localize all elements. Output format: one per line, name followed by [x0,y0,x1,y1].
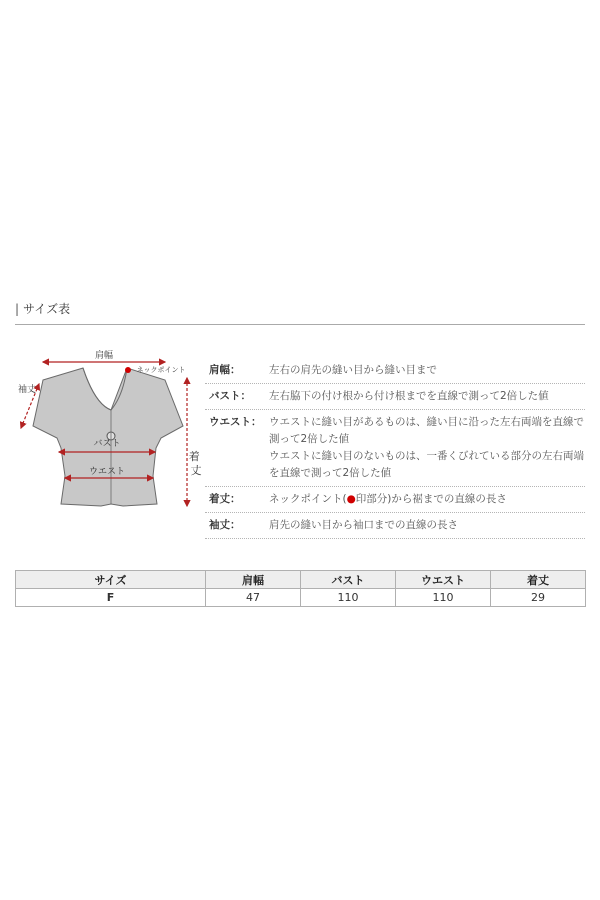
garment-diagram [15,348,205,518]
description [265,358,437,383]
cell-length: 29 [491,589,586,607]
description-line: を直線で測って2倍した値 [269,467,392,479]
definition-length [205,487,585,513]
table-row [16,589,586,607]
cell-bust: 110 [301,589,396,607]
label-neck-point: ネックポイント [136,366,186,374]
term: 肩幅： [209,364,241,376]
description-line: ウエストに縫い目があるものは、縫い目に沿った左右両端を直線で [269,416,584,428]
description [265,410,584,486]
description-line: 左右の肩先の縫い目から縫い目まで [269,364,437,376]
header-size: サイズ [16,571,206,589]
term: バスト： [209,390,251,402]
header-bust: バスト [301,571,396,589]
description [265,487,507,512]
cell-shoulder-width: 47 [206,589,301,607]
heading-title: サイズ表 [23,302,71,316]
description-pre: ネックポイント( [269,493,347,505]
description-line: ウエストに縫い目のないものは、一番くびれている部分の左右両端 [269,450,584,462]
description [265,384,549,409]
definition-shoulder [205,358,585,384]
label-waist: ウエスト [88,467,126,477]
definition-waist [205,410,585,487]
heading-bar: | [15,302,20,316]
term: 袖丈： [209,519,241,531]
table-header-row [16,571,586,589]
description [265,513,458,538]
definition-bust [205,384,585,410]
description-line: 左右脇下の付け根から付け根までを直線で測って2倍した値 [269,390,549,402]
header-waist: ウエスト [396,571,491,589]
size-table [15,570,586,607]
size-chart-heading [15,300,585,325]
cell-size: F [16,589,206,607]
term: ウエスト： [209,416,262,428]
definition-sleeve [205,513,585,539]
term: 着丈： [209,493,241,505]
cell-waist: 110 [396,589,491,607]
label-length: 着 丈 [188,450,202,477]
label-shoulder-width: 肩幅 [94,351,114,361]
garment-svg [15,348,205,518]
description-line: 測って2倍した値 [269,433,350,445]
neck-point-dot [125,367,131,373]
description-line: 肩先の縫い目から袖口までの直線の長さ [269,519,458,531]
red-dot-icon: ● [346,493,356,505]
definition-list [205,358,585,539]
description-post: 印部分)から裾までの直線の長さ [355,493,507,505]
label-bust: バスト [93,439,121,449]
label-sleeve-length: 袖丈 [17,385,37,395]
header-length: 着丈 [491,571,586,589]
header-shoulder-width: 肩幅 [206,571,301,589]
